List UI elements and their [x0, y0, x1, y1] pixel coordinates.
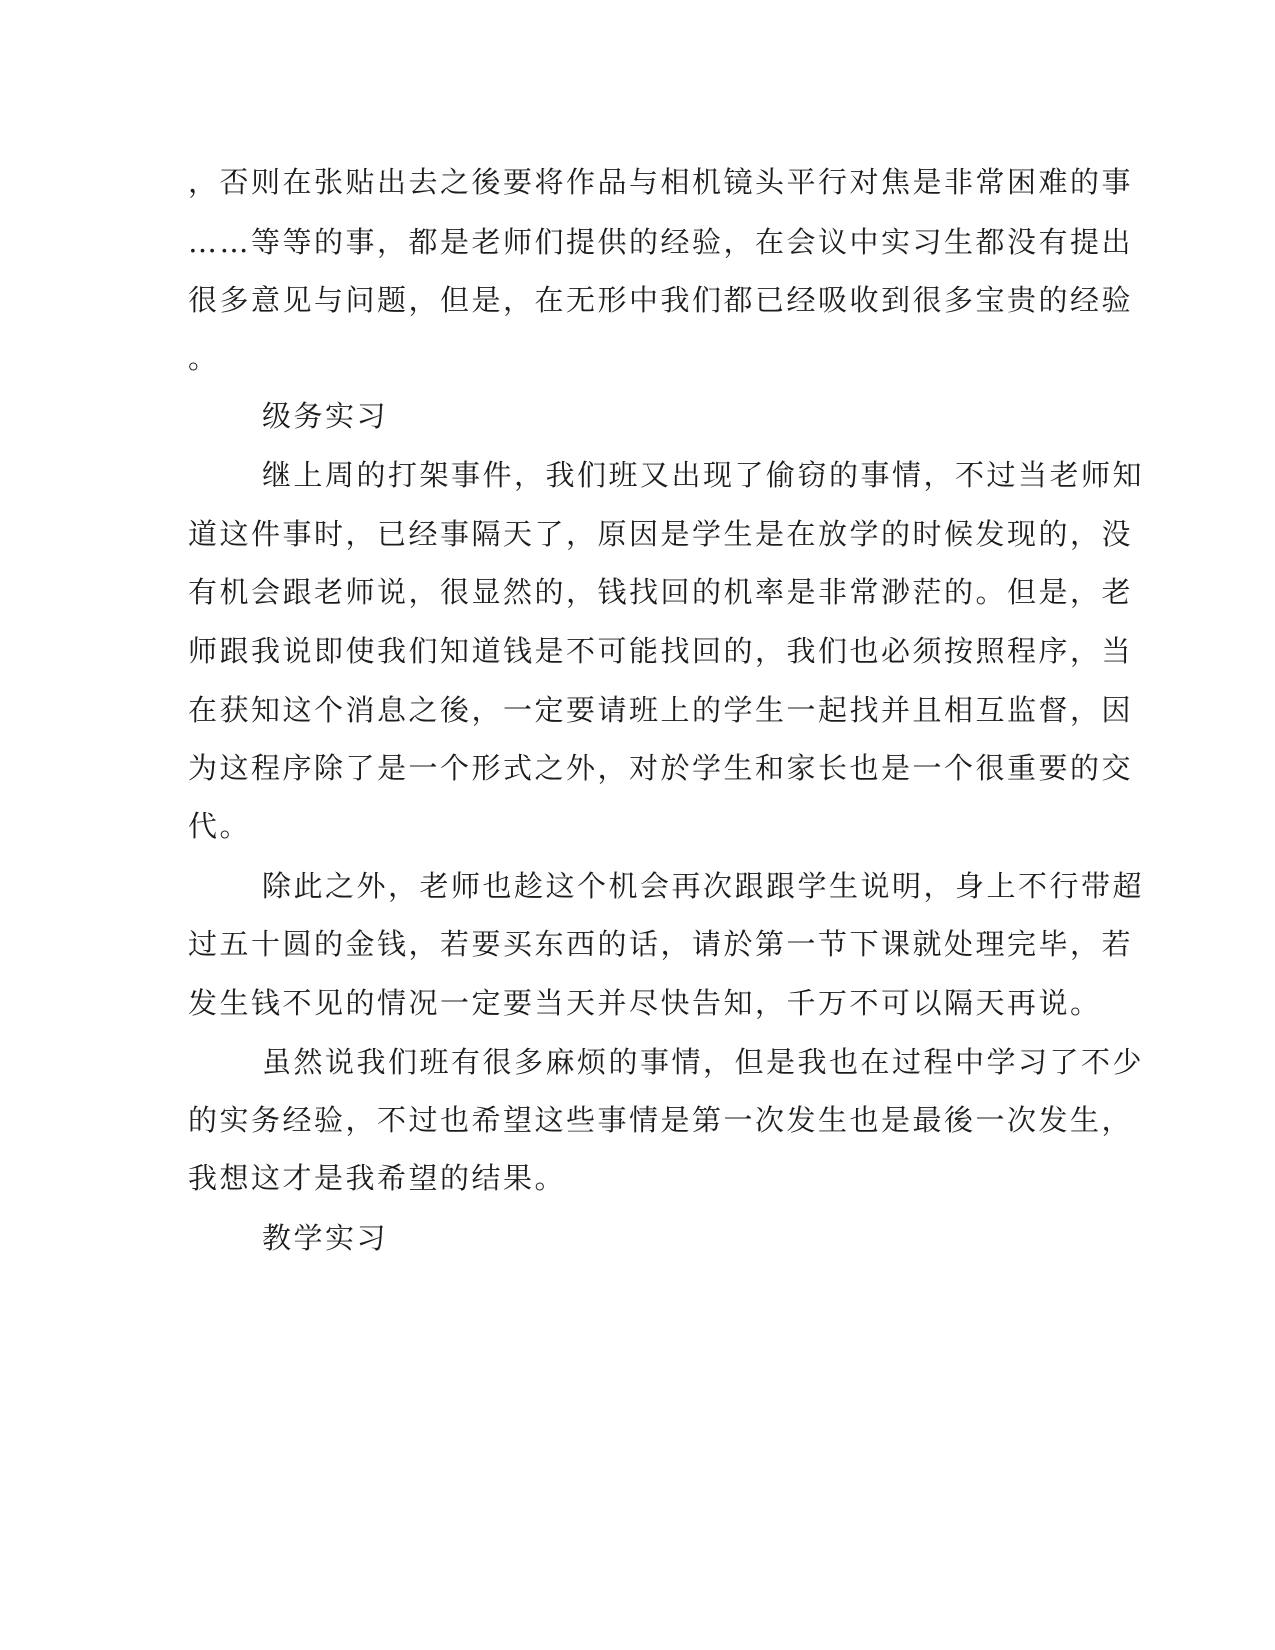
body-text-line: 发生钱不见的情况一定要当天并尽快告知，千万不可以隔天再说。 — [188, 986, 1102, 1020]
body-text-line: 除此之外，老师也趁这个机会再次跟跟学生说明，身上不行带超 — [262, 869, 1145, 903]
section-heading: 级务实习 — [262, 399, 389, 433]
body-text-line: 道这件事时，已经事隔天了，原因是学生是在放学的时候发现的，没 — [188, 517, 1134, 551]
body-text-line: 过五十圆的金钱，若要买东西的话，请於第一节下课就处理完毕，若 — [188, 927, 1134, 961]
body-text-line: 在获知这个消息之後，一定要请班上的学生一起找并且相互监督，因 — [188, 693, 1134, 727]
body-text-line: 师跟我说即使我们知道钱是不可能找回的，我们也必须按照程序，当 — [188, 634, 1134, 668]
body-text-line: 代。 — [188, 809, 252, 843]
section-heading: 教学实习 — [262, 1221, 389, 1255]
body-text-line: 很多意见与问题，但是，在无形中我们都已经吸收到很多宝贵的经验 — [188, 283, 1134, 317]
body-text-line: 我想这才是我希望的结果。 — [188, 1161, 567, 1195]
body-text-line: ，否则在张贴出去之後要将作品与相机镜头平行对焦是非常困难的事 — [188, 165, 1134, 199]
body-text-line: 的实务经验，不过也希望这些事情是第一次发生也是最後一次发生， — [188, 1103, 1134, 1137]
body-text-line: 有机会跟老师说，很显然的，钱找回的机率是非常渺茫的。但是，老 — [188, 575, 1134, 609]
body-text-line: 。 — [188, 341, 220, 375]
body-text-line: ……等等的事，都是老师们提供的经验，在会议中实习生都没有提出 — [188, 225, 1134, 259]
body-text-line: 为这程序除了是一个形式之外，对於学生和家长也是一个很重要的交 — [188, 751, 1134, 785]
body-text-line: 虽然说我们班有很多麻烦的事情，但是我也在过程中学习了不少 — [262, 1045, 1145, 1079]
body-text-line: 继上周的打架事件，我们班又出现了偷窃的事情，不过当老师知 — [262, 458, 1145, 492]
